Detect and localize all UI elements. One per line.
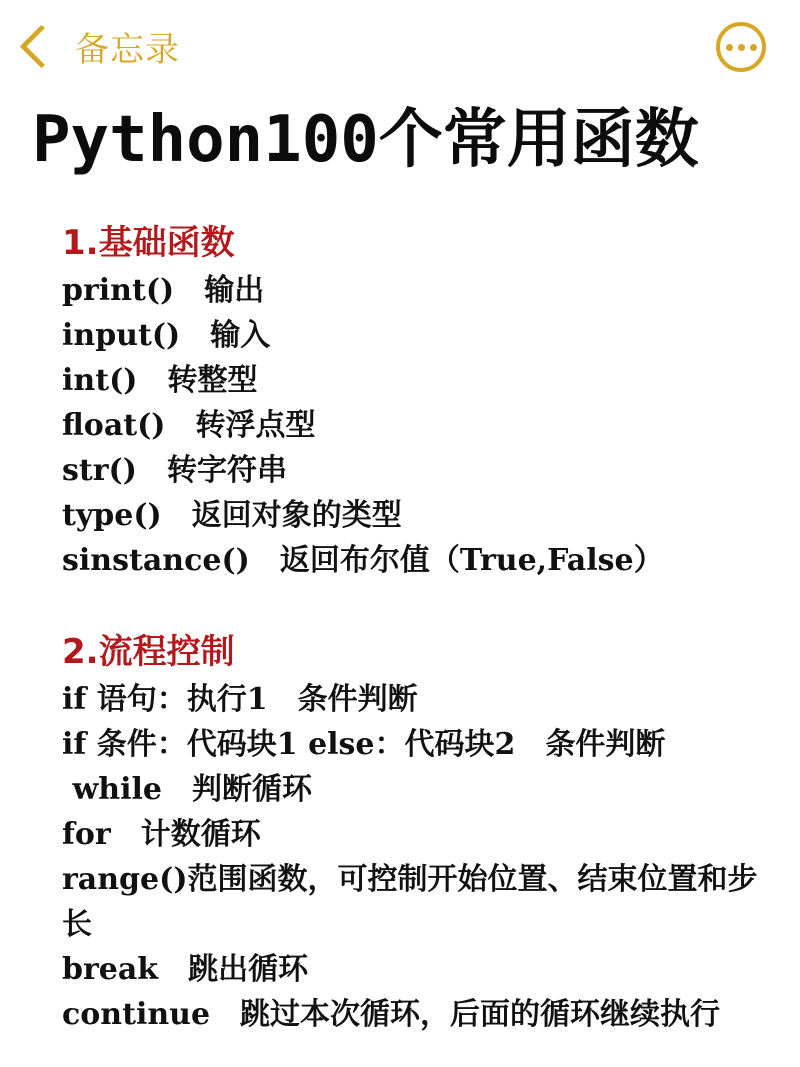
list-item: for 计数循环 xyxy=(62,817,261,852)
chevron-left-icon xyxy=(20,24,64,68)
section-heading: 2.流程控制 xyxy=(62,632,235,672)
list-item: break 跳出循环 xyxy=(62,952,309,987)
more-horizontal-icon xyxy=(726,44,757,51)
list-item: input() 输入 xyxy=(62,318,271,353)
list-item: type() 返回对象的类型 xyxy=(62,498,402,533)
list-item: sinstance() 返回布尔值（True,False） xyxy=(62,543,664,578)
list-item: continue 跳过本次循环，后面的循环继续执行 xyxy=(62,997,721,1032)
note-content[interactable] xyxy=(62,218,782,1037)
list-item: int() 转整型 xyxy=(62,363,258,398)
spacer xyxy=(62,583,782,627)
back-button[interactable] xyxy=(14,20,180,72)
more-button[interactable] xyxy=(716,22,766,72)
back-label: 备忘录 xyxy=(75,29,180,70)
nav-bar xyxy=(0,0,800,92)
section-flow-control xyxy=(62,627,782,1037)
section-heading: 1.基础函数 xyxy=(62,223,235,263)
list-item: range()范围函数，可控制开始位置、结束位置和步长 xyxy=(62,862,758,942)
section-basic-functions xyxy=(62,218,782,583)
page-title: Python100个常用函数 xyxy=(32,103,699,177)
list-item: print() 输出 xyxy=(62,273,265,308)
list-item: float() 转浮点型 xyxy=(62,408,316,443)
list-item: if 条件：代码块1 else：代码块2 条件判断 xyxy=(62,727,666,762)
list-item: while 判断循环 xyxy=(62,772,312,807)
list-item: if 语句：执行1 条件判断 xyxy=(62,682,418,717)
list-item: str() 转字符串 xyxy=(62,453,287,488)
